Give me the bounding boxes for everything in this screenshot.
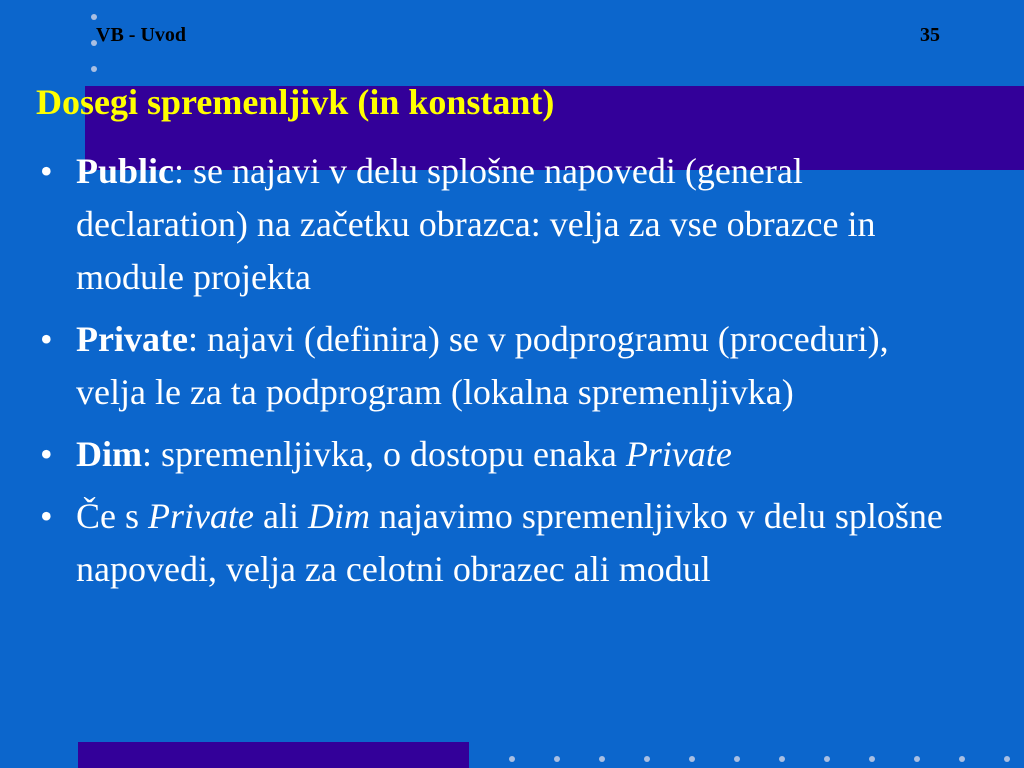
decor-dot xyxy=(91,66,97,72)
header-title: VB - Uvod xyxy=(96,24,187,46)
decor-dot xyxy=(509,756,515,762)
decor-dot xyxy=(914,756,920,762)
bullet-text: ali xyxy=(253,496,308,536)
bullet-italic-term: Private xyxy=(625,434,732,474)
bullet-item-public xyxy=(36,145,956,304)
bullet-italic-term: Private xyxy=(148,496,254,536)
bullet-item-dim xyxy=(36,428,956,481)
slide-number: 35 xyxy=(920,24,940,46)
slide-title: Dosegi spremenljivk (in konstant) xyxy=(36,82,555,122)
bullet-text: Če s xyxy=(76,496,148,536)
decor-dot xyxy=(91,14,97,20)
decor-band-bottom xyxy=(78,742,469,768)
decor-dot xyxy=(689,756,695,762)
bullet-item-scope-note xyxy=(36,490,956,596)
bullet-term: Dim xyxy=(76,434,142,474)
decor-dot xyxy=(554,756,560,762)
decor-dot xyxy=(959,756,965,762)
bullet-text: najavimo spremenljivko v delu splošne napovedi, velja za celotni obrazec ali modul xyxy=(76,496,943,589)
bullet-list xyxy=(36,145,956,605)
decor-dot xyxy=(779,756,785,762)
decor-dot xyxy=(734,756,740,762)
bullet-text: : se najavi v delu splošne napovedi (general declaration) na začetku obrazca: velja za vse obrazce in module projekta xyxy=(76,151,876,297)
decor-dot xyxy=(824,756,830,762)
bullet-text: : spremenljivka, o dostopu enaka xyxy=(142,434,626,474)
decor-dot xyxy=(869,756,875,762)
decor-dot xyxy=(644,756,650,762)
decor-dot xyxy=(1004,756,1010,762)
bullet-term: Public xyxy=(76,151,175,191)
bullet-italic-term: Dim xyxy=(307,496,370,536)
decor-dot xyxy=(599,756,605,762)
bullet-item-private xyxy=(36,313,956,419)
bullet-term: Private xyxy=(76,319,188,359)
bullet-text: : najavi (definira) se v podprogramu (proceduri), velja le za ta podprogram (lokalna spremenljivka) xyxy=(76,319,889,412)
